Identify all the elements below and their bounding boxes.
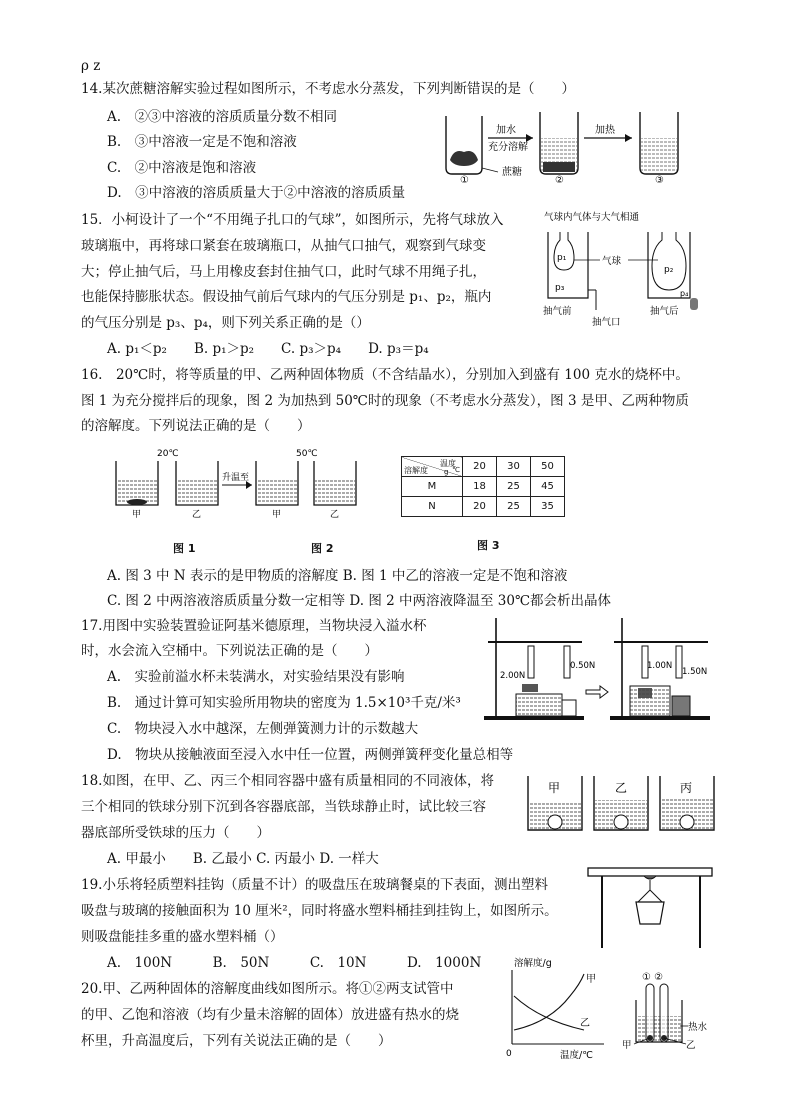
- q16-table-header-cell: [402, 457, 463, 477]
- q20-hot-water: 热水: [688, 1022, 708, 1033]
- q16-cap-3: 图 3: [477, 539, 500, 552]
- q19-line-3: 则吸盘能挂多重的盛水塑料桶（）: [81, 929, 284, 945]
- q17-line-1: 17.用图中实验装置验证阿基米德原理，当物块浸入溢水杯: [81, 618, 427, 634]
- q18-options: A. 甲最小 B. 乙最小 C. 丙最小 D. 一样大: [107, 851, 379, 867]
- q16-h-temp: 温度: [440, 459, 456, 468]
- q14-label-2: ②: [555, 175, 564, 186]
- q14-option-c: C. ②中溶液是饱和溶液: [107, 160, 257, 176]
- q16-row-n-val: 20: [463, 497, 497, 517]
- q15-balloon-label: 气球: [602, 256, 622, 267]
- q16-temp-0: 20: [463, 457, 497, 477]
- q15-p1: p₁: [557, 253, 567, 263]
- q14-option-a: A. ②③中溶液的溶质质量分数不相同: [107, 109, 338, 125]
- q15-fig-title: 气球内气体与大气相通: [544, 212, 640, 223]
- q17-option-c: C. 物块浸入水中越深，左侧弹簧测力计的示数越大: [107, 721, 419, 737]
- q17-left-reading-1: 2.00N: [500, 671, 526, 681]
- q16-row-n-val: 25: [497, 497, 531, 517]
- q18-label-yi: 乙: [615, 781, 628, 795]
- q16-cap-1: 图 1: [173, 542, 196, 555]
- q15-line-5: 的气压分别是 p₃、p₄，则下列关系正确的是（）: [81, 315, 370, 331]
- q20-left-label: 甲: [622, 1040, 632, 1051]
- q16-temp-1: 30: [497, 457, 531, 477]
- q20-curve-jia: 甲: [586, 974, 596, 985]
- q15-line-2: 玻璃瓶中，再将球口紧套在玻璃瓶口，从抽气口抽气，观察到气球变: [81, 238, 486, 254]
- q15-p3: p₃: [555, 283, 565, 293]
- q16-row-n-name: N: [402, 497, 463, 517]
- q16-line-1: 16. 20℃时，将等质量的甲、乙两种固体物质（不含结晶水），分别加入到盛有 100 克水的烧杯中。: [81, 367, 689, 383]
- q17-option-d: D. 物块从接触液面至浸入水中任一位置，两侧弹簧秤变化量总相等: [107, 747, 514, 763]
- q20-right-label: 乙: [686, 1040, 696, 1051]
- q16-jia-1: 甲: [132, 510, 142, 520]
- q15-balloon-bottle-figure: [540, 210, 715, 330]
- q15-line-3: 大；停止抽气后，马上用橡皮套封住抽气口，此时气球不用绳子扎，: [81, 264, 486, 280]
- q16-yi-1: 乙: [192, 510, 202, 520]
- q15-options: A. p₁＜p₂ B. p₁＞p₂ C. p₃＞p₄ D. p₃＝p₄: [107, 341, 429, 357]
- q14-arrow2: 加热: [595, 125, 615, 136]
- q20-line-1: 20.甲、乙两种固体的溶解度曲线如图所示。将①②两支试管中: [81, 981, 454, 997]
- q16-line-2: 图 1 为充分搅拌后的现象，图 2 为加热到 50℃时的现象（不考虑水分蒸发），图 3 是甲、乙两种物质: [81, 393, 689, 409]
- q16-row-m-val: 18: [463, 477, 497, 497]
- q18-containers-figure: [526, 774, 720, 834]
- q14-sugar-dissolving-figure: [440, 108, 690, 186]
- q20-tubes-label: ① ②: [642, 972, 664, 983]
- q16-cap-2: 图 2: [311, 542, 334, 555]
- q20-line-3: 杯里，升高温度后，下列有关说法正确的是（ ）: [81, 1033, 392, 1049]
- q20-solubility-curve-figure: [500, 956, 610, 1062]
- q16-arrow: 升温至: [222, 473, 250, 483]
- q16-row-n-val: 35: [531, 497, 565, 517]
- q16-option-cd: C. 图 2 中两溶液溶质质量分数一定相等 D. 图 2 中两溶液降温至 30℃都会析出晶体: [107, 593, 612, 609]
- table-row: [402, 497, 565, 517]
- q18-line-1: 18.如图，在甲、乙、丙三个相同容器中盛有质量相同的不同液体，将: [81, 773, 494, 789]
- q15-p4: p₄: [680, 289, 689, 298]
- q16-yi-2: 乙: [330, 510, 340, 520]
- q16-row-m-name: M: [402, 477, 463, 497]
- q17-right-reading-1: 0.50N: [570, 661, 596, 671]
- q17-left-reading-2: 1.00N: [647, 661, 673, 671]
- q15-before: 抽气前: [543, 306, 572, 317]
- q17-right-reading-2: 1.50N: [682, 667, 708, 677]
- top-mark: ρ z: [81, 58, 101, 74]
- q17-option-a: A. 实验前溢水杯未装满水，对实验结果没有影响: [107, 669, 405, 685]
- q16-line-3: 的溶解度。下列说法正确的是（ ）: [81, 418, 311, 434]
- q18-label-jia: 甲: [548, 781, 561, 795]
- q16-option-ab: A. 图 3 中 N 表示的是甲物质的溶解度 B. 图 1 中乙的溶液一定是不饱和溶液: [107, 568, 568, 584]
- q14-label-1: ①: [460, 175, 469, 186]
- q19-options: A. 100N B. 50N C. 10N D. 1000N: [107, 955, 482, 971]
- q14-option-d: D. ③中溶液的溶质质量大于②中溶液的溶质质量: [107, 185, 406, 201]
- q15-port: 抽气口: [592, 317, 621, 328]
- q14-arrow1-top: 加水: [496, 125, 516, 136]
- q14-arrow1-bottom: 充分溶解: [488, 142, 528, 153]
- q18-label-bing: 丙: [680, 781, 693, 795]
- q15-line-1: 15．小柯设计了一个“不用绳子扎口的气球”，如图所示，先将气球放入: [81, 212, 504, 228]
- q14-option-b: B. ③中溶液一定是不饱和溶液: [107, 134, 297, 150]
- q20-curve-yi: 乙: [580, 1018, 590, 1029]
- q19-line-1: 19.小乐将轻质塑料挂钩（质量不计）的吸盘压在玻璃餐桌的下表面，测出塑料: [81, 877, 548, 893]
- q17-line-2: 时，水会流入空桶中。下列说法正确的是（ ）: [81, 643, 378, 659]
- q20-line-2: 的甲、乙饱和溶液（均有少量未溶解的固体）放进盛有热水的烧: [81, 1007, 459, 1023]
- q16-row-m-val: 45: [531, 477, 565, 497]
- q17-archimedes-figure: [482, 612, 714, 722]
- q14-stem: 14.某次蔗糖溶解实验过程如图所示，不考虑水分蒸发，下列判断错误的是（ ）: [81, 81, 575, 97]
- q16-solubility-table: [401, 456, 565, 517]
- q16-jia-2: 甲: [272, 510, 282, 520]
- q15-line-4: 也能保持膨胀状态。假设抽气前后气球内的气压分别是 p₁、p₂，瓶内: [81, 289, 492, 305]
- q16-h-g: g: [444, 468, 449, 476]
- table-row: [402, 477, 565, 497]
- q20-origin: 0: [506, 1049, 512, 1059]
- q14-label-3: ③: [655, 175, 664, 186]
- q20-ylabel: 溶解度/g: [514, 958, 552, 969]
- q16-h-sol: 溶解度: [404, 466, 428, 475]
- q16-row-m-val: 25: [497, 477, 531, 497]
- q16-h-unit: ℃: [452, 466, 460, 474]
- q20-test-tubes-figure: [622, 970, 718, 1054]
- q19-line-2: 吸盘与玻璃的接触面积为 10 厘米²，同时将盛水塑料桶挂到挂钩上，如图所示。: [81, 903, 558, 919]
- q18-line-2: 三个相同的铁球分别下沉到各容器底部，当铁球静止时，试比较三容: [81, 799, 486, 815]
- q16-t1: 20℃: [157, 449, 179, 459]
- q18-line-3: 器底部所受铁球的压力（ ）: [81, 825, 270, 841]
- q16-temp-2: 50: [531, 457, 565, 477]
- q15-after: 抽气后: [650, 306, 679, 317]
- q14-sugar-label: 蔗糖: [502, 167, 522, 178]
- q16-t2: 50℃: [296, 449, 318, 459]
- q20-xlabel: 温度/℃: [560, 1050, 593, 1061]
- q16-beakers-figure: [110, 447, 380, 525]
- q17-option-b: B. 通过计算可知实验所用物块的密度为 1.5×10³千克/米³: [107, 695, 461, 711]
- q19-suction-cup-figure: [586, 866, 714, 950]
- q15-p2: p₂: [664, 265, 674, 275]
